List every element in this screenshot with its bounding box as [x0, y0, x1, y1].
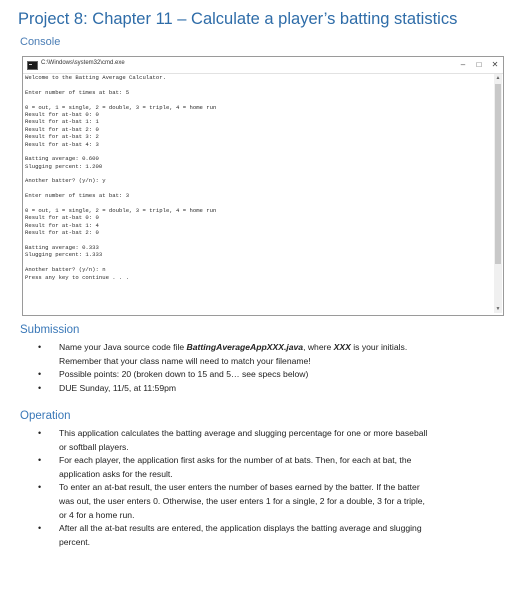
console-line	[25, 185, 493, 192]
cmd-icon	[27, 61, 38, 70]
console-line: Slugging percent: 1.333	[25, 251, 103, 259]
console-line: Result for at-bat 4: 3	[25, 140, 99, 148]
list-item-line: was out, the user enters 0. Otherwise, the user enters 1 for a single, 2 for a double, 3 for a triple,	[59, 495, 425, 506]
source-filename: BattingAverageAppXXX.java	[186, 342, 304, 352]
list-item-line: • After all the at-bat results are entered, the application displays the batting average and slugging	[59, 523, 422, 534]
list-item-line: • Possible points: 20 (broken down to 15 and 5… see specs below)	[59, 369, 309, 380]
list-item	[38, 522, 498, 549]
console-line	[25, 148, 493, 155]
console-line: Result for at-bat 1: 1	[25, 118, 99, 126]
console-line: 0 = out, 1 = single, 2 = double, 3 = triple, 4 = home run	[25, 207, 217, 215]
list-item	[38, 382, 498, 396]
list-item-line: • DUE Sunday, 11/5, at 11:59pm	[59, 382, 177, 393]
list-item-line: or 4 for a home run.	[59, 509, 135, 520]
console-line	[25, 237, 493, 244]
console-line: Result for at-bat 2: 0	[25, 125, 99, 133]
console-line: Result for at-bat 0: 0	[25, 110, 99, 118]
list-item-line: • This application calculates the batting average and slugging percentage for one or more baseball	[59, 428, 428, 438]
list-item	[38, 481, 498, 522]
page-title: Project 8: Chapter 11 – Calculate a player’s batting statistics	[18, 10, 458, 28]
console-line: Welcome to the Batting Average Calculator.	[25, 74, 166, 81]
list-item-line: percent.	[59, 536, 91, 547]
list-item-line: • For each player, the application first asks for the number of at bats. Then, for each at bat, the	[59, 455, 412, 466]
console-line: Enter number of times at bat: 3	[25, 192, 130, 200]
console-window	[22, 56, 504, 316]
console-scrollbar[interactable]	[494, 74, 502, 313]
console-line: Enter number of times at bat: 5	[25, 88, 130, 96]
console-line: Slugging percent: 1.200	[25, 162, 103, 170]
console-line: Another batter? (y/n): n	[25, 266, 106, 274]
console-line	[25, 96, 493, 103]
console-line	[25, 81, 493, 88]
submission-heading: Submission	[20, 324, 80, 336]
list-item-line: or softball players.	[59, 441, 129, 452]
console-line	[25, 200, 493, 207]
console-window-title: C:\Windows\system32\cmd.exe	[41, 60, 125, 66]
console-line: 0 = out, 1 = single, 2 = double, 3 = triple, 4 = home run	[25, 103, 217, 111]
list-item	[38, 341, 498, 368]
initials-placeholder: XXX	[333, 342, 351, 352]
console-line: Result for at-bat 3: 2	[25, 133, 99, 141]
submission-list	[38, 341, 498, 395]
operation-list	[38, 427, 498, 549]
list-item	[38, 454, 498, 481]
list-item	[38, 368, 498, 382]
console-line	[25, 170, 493, 177]
console-line: Result for at-bat 2: 0	[25, 229, 99, 237]
operation-heading: Operation	[20, 410, 71, 422]
minimize-button[interactable]: –	[460, 60, 466, 69]
console-output	[25, 74, 493, 313]
console-line: Another batter? (y/n): y	[25, 177, 106, 185]
console-line	[25, 259, 493, 266]
console-subtitle: Console	[20, 36, 61, 48]
console-line: Batting average: 0.333	[25, 243, 99, 251]
console-line: Press any key to continue . . .	[25, 273, 130, 281]
close-button[interactable]: ✕	[491, 60, 499, 69]
maximize-button[interactable]: □	[476, 60, 482, 69]
list-item-line: • To enter an at-bat result, the user enters the number of bases earned by the batter. If the batter	[59, 482, 420, 493]
list-item-line: Remember that your class name will need to match your filename!	[59, 355, 311, 366]
list-item	[38, 427, 498, 454]
list-item-line: • Name your Java source code file BattingAverageAppXXX.java, where XXX is your initials.	[59, 342, 408, 352]
scroll-down-icon[interactable]: ▼	[495, 306, 501, 312]
scroll-thumb[interactable]	[495, 84, 501, 264]
list-item-line: application asks for the result.	[59, 468, 173, 479]
console-line: Result for at-bat 1: 4	[25, 221, 99, 229]
console-titlebar[interactable]	[23, 57, 503, 74]
console-line: Result for at-bat 0: 0	[25, 214, 99, 222]
console-line: Batting average: 0.600	[25, 155, 99, 163]
scroll-up-icon[interactable]: ▲	[495, 75, 501, 81]
